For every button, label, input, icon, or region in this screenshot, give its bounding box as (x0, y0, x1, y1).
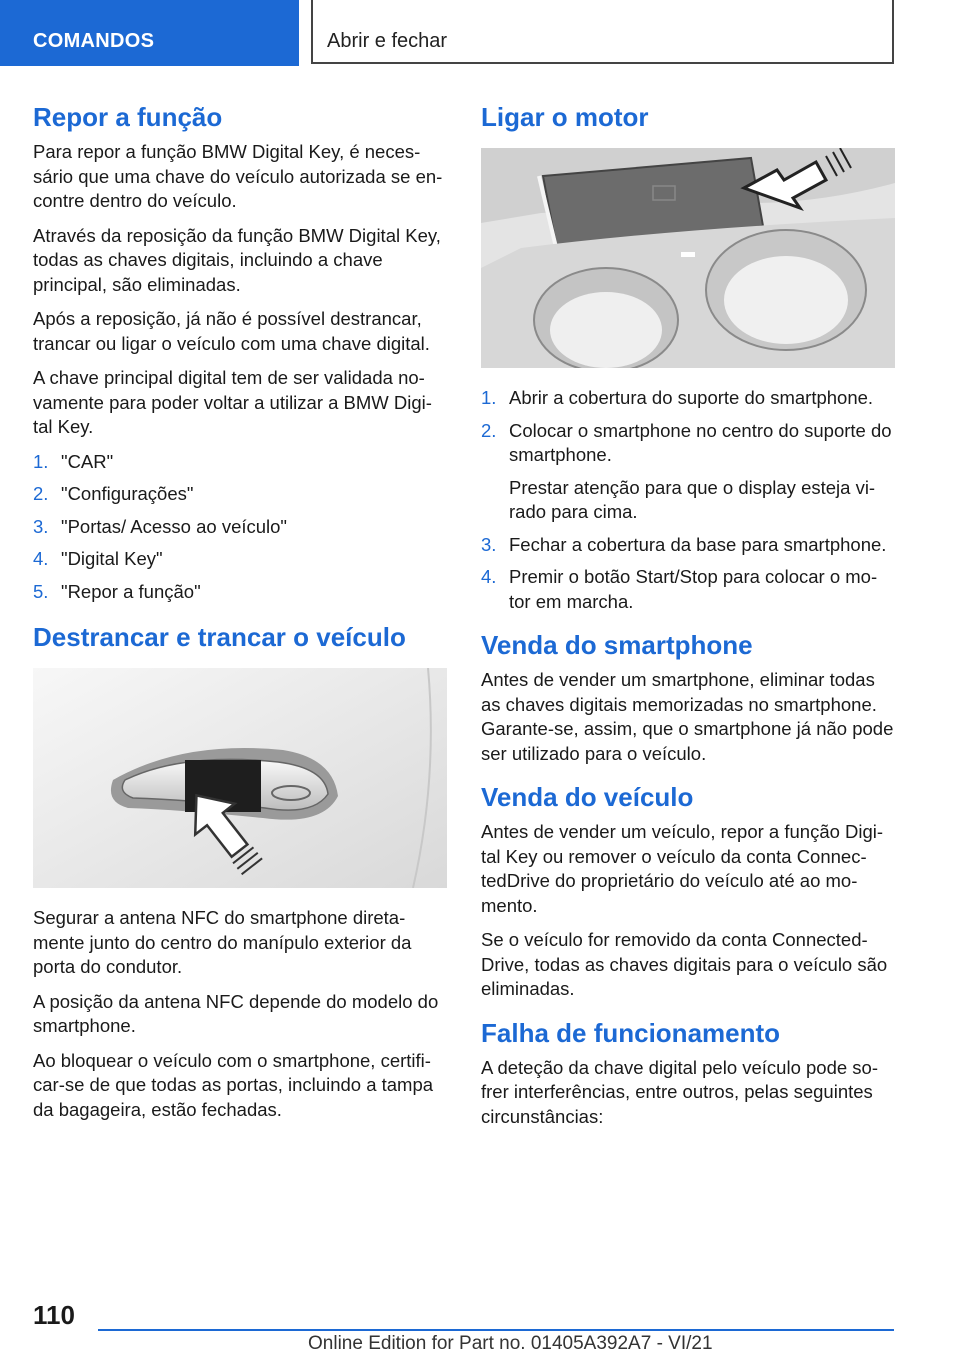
list-item (33, 547, 447, 572)
header-chapter-box (311, 0, 894, 64)
list-item (33, 482, 447, 507)
step-number: 3. (481, 533, 497, 555)
door-handle-drawing (33, 668, 447, 888)
step-text: "Digital Key" (61, 548, 163, 569)
lock-paragraph: Segurar a antena NFC do smartphone direta-mente junto do centro do manípulo exterior da porta do condutor. (33, 907, 412, 977)
step-number: 2. (481, 419, 497, 441)
step-subtext: Prestar atenção para que o display esteja vi-rado para cima. (509, 476, 876, 522)
step-text: "Configurações" (61, 483, 194, 504)
reset-paragraph: Através da reposição da função BMW Digital Key, todas as chaves digitais, incluindo a chave principal, são eliminadas. (33, 224, 441, 295)
step-number: 4. (481, 566, 497, 587)
door-handle-illustration (33, 668, 447, 888)
malfunction-heading: Falha de funcionamento (481, 1017, 781, 1048)
step-text: Abrir a cobertura do suporte do smartphone. (509, 387, 874, 408)
list-item (33, 515, 447, 540)
right-column (481, 100, 895, 1139)
malfunction-paragraph: A deteção da chave digital pelo veículo pode so-frer interferências, entre outros, pelas seguintes circunstâncias: (481, 1056, 879, 1127)
list-item (33, 450, 447, 475)
sell-vehicle-paragraph: Se o veículo for removido da conta Connected-Drive, todas as chaves digitais para o veículo são eliminadas. (481, 929, 888, 999)
list-item (481, 419, 895, 525)
sell-phone-paragraph: Antes de vender um smartphone, eliminar todas as chaves digitais memorizadas no smartphone. Garante-se, assim, que o smartphone já não pode ser utilizado para o veículo. (481, 669, 894, 764)
reset-paragraph: Para repor a função BMW Digital Key, é neces-sário que uma chave do veículo autorizada se en-contre dentro do veículo. (33, 141, 443, 211)
step-text: "CAR" (61, 450, 114, 472)
step-text: "Portas/ Acesso ao veículo" (61, 515, 288, 537)
step-number: 5. (33, 580, 49, 602)
phone-holder-drawing (481, 148, 895, 368)
lock-heading: Destrancar e trancar o veículo (33, 622, 406, 652)
lock-paragraph: Ao bloquear o veículo com o smartphone, certifi-car-se de que todas as portas, incluindo a tampa da bagageira, estão fechadas. (33, 1049, 434, 1120)
step-number: 1. (33, 450, 49, 472)
left-column (33, 100, 447, 1132)
reset-heading: Repor a função (33, 102, 223, 132)
sell-vehicle-heading: Venda do veículo (481, 782, 694, 812)
sell-phone-heading: Venda do smartphone (481, 630, 753, 660)
start-steps (481, 386, 895, 614)
step-number: 3. (33, 515, 49, 537)
step-text: "Repor a função" (61, 580, 201, 602)
start-heading: Ligar o motor (481, 102, 649, 132)
phone-holder-illustration (481, 148, 895, 368)
step-text: Fechar a cobertura da base para smartphone. (509, 533, 887, 555)
header-section-tab (0, 0, 299, 66)
edition-label: Online Edition for Part no. 01405A392A7 - VI/21 (308, 1333, 713, 1354)
lock-paragraph: A posição da antena NFC depende do modelo do smartphone. (33, 990, 439, 1036)
step-number: 4. (33, 548, 49, 569)
step-text: Premir o botão Start/Stop para colocar o mo-tor em marcha. (509, 566, 878, 612)
step-number: 2. (33, 483, 49, 504)
list-item (481, 565, 895, 614)
list-item (481, 533, 895, 558)
list-item (33, 580, 447, 605)
reset-steps (33, 450, 447, 605)
step-number: 1. (481, 387, 497, 408)
footer-divider (98, 1329, 894, 1331)
step-text: Colocar o smartphone no centro do suporte do smartphone. (509, 419, 892, 465)
header-section-label: COMANDOS (33, 30, 155, 52)
reset-paragraph: A chave principal digital tem de ser validada no-vamente para poder voltar a utilizar a BMW Digi-tal Key. (33, 367, 432, 437)
header-chapter-label: Abrir e fechar (327, 30, 448, 52)
page-number: 110 (33, 1300, 75, 1330)
reset-paragraph: Após a reposição, já não é possível destrancar, trancar ou ligar o veículo com uma chave digital. (33, 308, 430, 354)
list-item (481, 386, 895, 411)
sell-vehicle-paragraph: Antes de vender um veículo, repor a função Digi-tal Key ou remover o veículo da conta Connec-tedDrive do proprietário do veículo até ao mo-mento. (481, 821, 884, 916)
